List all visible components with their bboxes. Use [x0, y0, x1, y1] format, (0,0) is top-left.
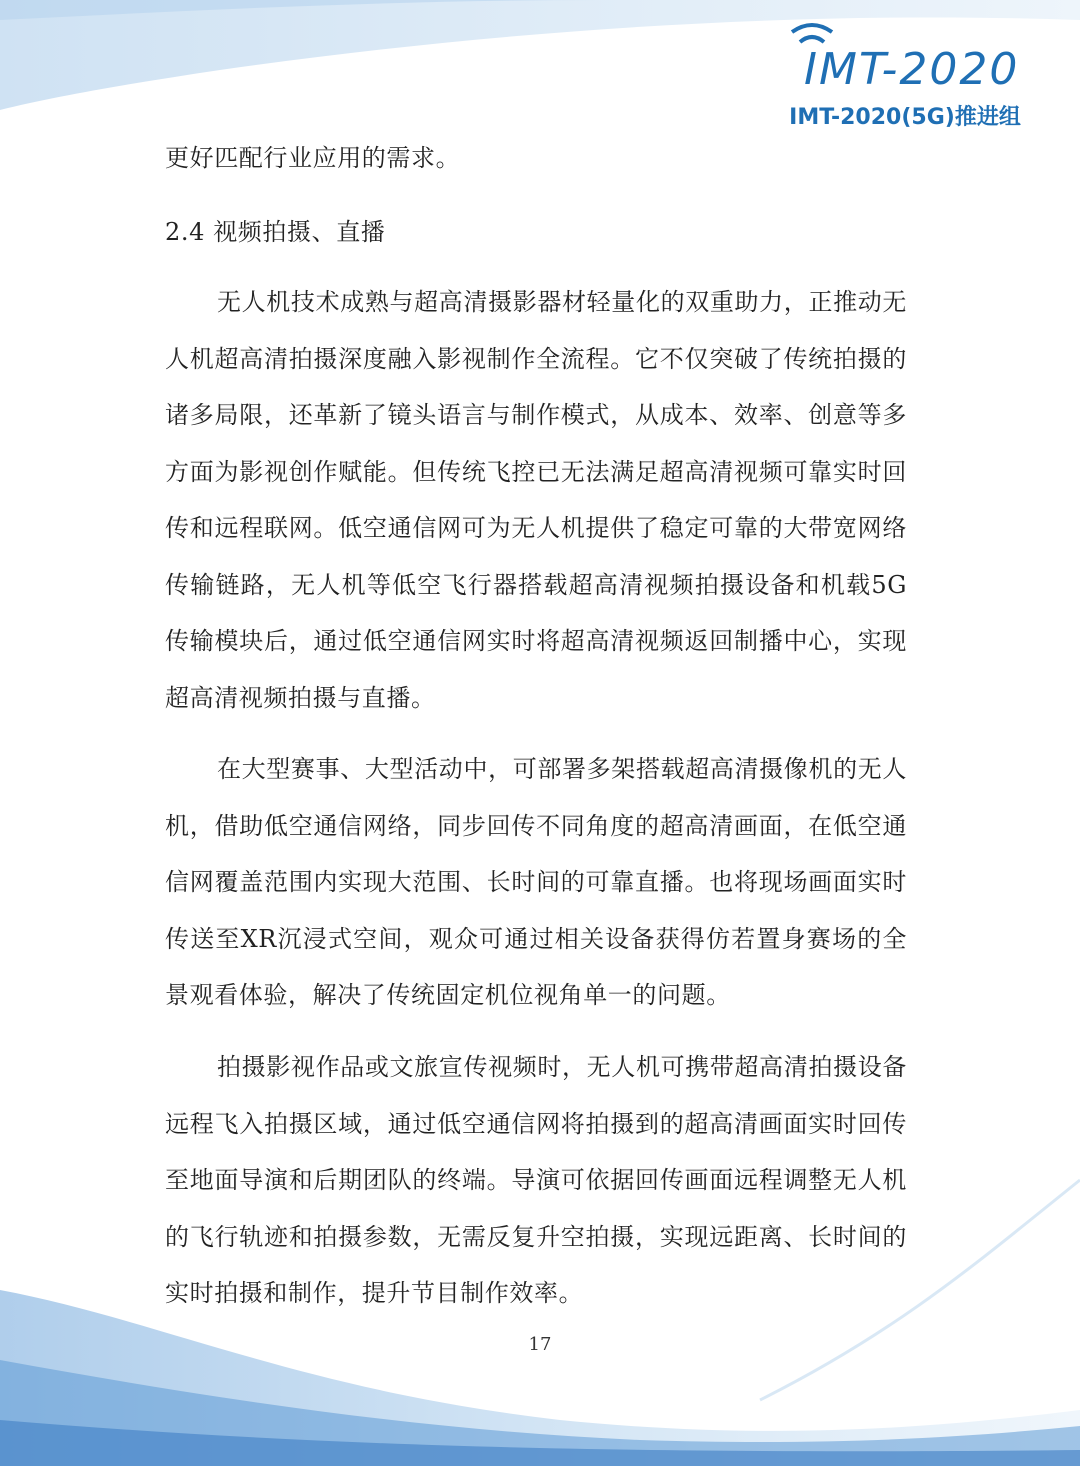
page-number: 17 — [528, 1334, 552, 1355]
paragraph-1: 无人机技术成熟与超高清摄影器材轻量化的双重助力，正推动无人机超高清拍摄深度融入影视制作全流程。它不仅突破了传统拍摄的诸多局限，还革新了镜头语言与制作模式，从成本、效率、创意等多方面为影视创作赋能。但传统飞控已无法满足超高清视频可靠实时回传和远程联网。低空通信网可为无人机提供了稳定可靠的大带宽网络传输链路，无人机等低空飞行器搭载超高清视频拍摄设备和机载5G传输模块后，通过低空通信网实时将超高清视频返回制播中心，实现超高清视频拍摄与直播。 — [165, 288, 907, 712]
logo-text: IMT-2020 — [804, 44, 1020, 95]
continued-text: 更好匹配行业应用的需求。 — [165, 144, 461, 172]
paragraph-2: 在大型赛事、大型活动中，可部署多架搭载超高清摄像机的无人机，借助低空通信网络，同步回传不同角度的超高清画面，在低空通信网覆盖范围内实现大范围、长时间的可靠直播。也将现场画面实时传送至XR沉浸式空间，观众可通过相关设备获得仿若置身赛场的全景观看体验，解决了传统固定机位视角单一的问题。 — [165, 755, 907, 1009]
org-name: IMT-2020(5G)推进组 — [789, 105, 1021, 130]
paragraph-3: 拍摄影视作品或文旅宣传视频时，无人机可携带超高清拍摄设备远程飞入拍摄区域，通过低空通信网将拍摄到的超高清画面实时回传至地面导演和后期团队的终端。导演可依据回传画面远程调整无人机的飞行轨迹和拍摄参数，无需反复升空拍摄，实现远距离、长时间的实时拍摄和制作，提升节目制作效率。 — [165, 1053, 907, 1307]
section-heading: 2.4 视频拍摄、直播 — [165, 218, 386, 246]
